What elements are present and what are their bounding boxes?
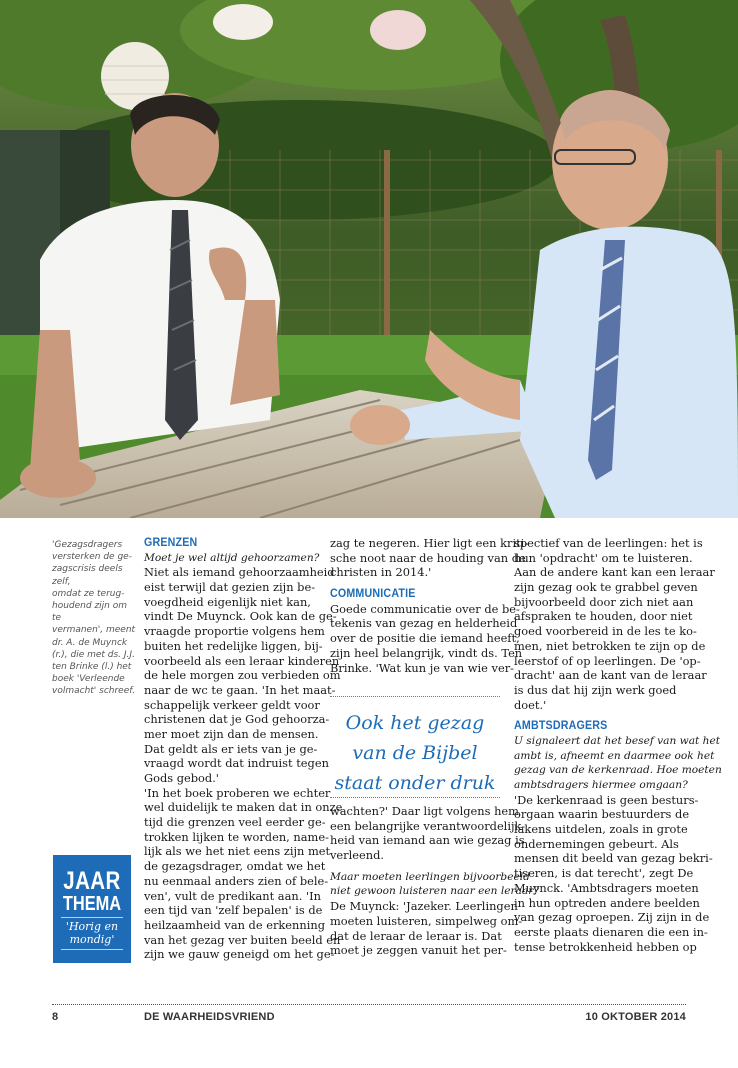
- section-heading: COMMUNICATIE: [330, 587, 416, 601]
- body-line: lijk als we het niet eens zijn met: [144, 844, 331, 859]
- body-line: tense betrokkenheid hebben op: [514, 939, 697, 954]
- magazine-name: DE WAARHEIDSVRIEND: [144, 1011, 275, 1023]
- body-line: de gezagsdrager, omdat we het: [144, 859, 326, 874]
- body-line: over de positie die iemand heeft,: [330, 631, 520, 646]
- interview-question: U signaleert dat het besef van wat het: [514, 734, 720, 747]
- interview-question: Moet je wel altijd gehoorzamen?: [144, 551, 320, 564]
- body-line: nu eenmaal anders zien of bele-: [144, 873, 329, 888]
- body-line: 'In het boek proberen we echter: [144, 785, 331, 800]
- body-line: christen in 2014.': [330, 565, 432, 580]
- body-line: dracht' aan de kant van de leraar: [514, 668, 707, 683]
- column-1: [144, 536, 343, 962]
- body-line: van het gezag ver buiten beeld en: [144, 932, 341, 947]
- body-line: moet je zeggen vanuit het per-: [330, 943, 507, 958]
- pull-quote: [330, 708, 500, 798]
- column-2-top: [330, 536, 529, 675]
- body-line: christenen dat je God gehoorza-: [144, 712, 330, 727]
- body-line: leerstof of op leerlingen. De 'op-: [514, 653, 701, 668]
- body-line: in hun optreden andere beelden: [514, 895, 700, 910]
- body-line: Niet als iemand gehoorzaamheid: [144, 565, 335, 580]
- body-line: hun 'opdracht' om te luisteren.: [514, 550, 693, 565]
- body-line: Muynck. 'Ambtsdragers moeten: [514, 880, 699, 895]
- pull-quote-line: Ook het gezag: [345, 712, 485, 734]
- body-line: afspraken te houden, door niet: [514, 609, 693, 624]
- body-line: lakens uitdelen, zoals in grote: [514, 822, 688, 837]
- quote-divider-top: [330, 696, 500, 697]
- body-line: Gods gebod.': [144, 771, 219, 785]
- body-line: ondernemingen gebeurt. Als: [514, 836, 679, 851]
- interview-question: gezag van de kerkenraad. Hoe moeten: [514, 764, 722, 777]
- body-line: buiten het redelijke liggen, bij-: [144, 638, 323, 653]
- body-line: eist terwijl dat gezien zijn be-: [144, 580, 316, 595]
- theme-subtitle-1: 'Horig en: [65, 920, 119, 933]
- caption-line: omdat ze terug-: [52, 588, 125, 599]
- caption-line: versterken de ge-: [52, 552, 132, 563]
- quote-divider-bottom: [330, 797, 500, 798]
- theme-line-2: THEMA: [62, 893, 122, 915]
- body-line: eerste plaats dienaren die een in-: [514, 924, 708, 939]
- body-line: schappelijk verkeer geldt voor: [144, 697, 320, 712]
- caption-line: vermanen', meent: [52, 625, 136, 636]
- body-line: Brinke. 'Wat kun je van wie ver-: [330, 660, 515, 675]
- body-line: tekenis van gezag en helderheid: [330, 616, 518, 631]
- body-line: verleend.: [330, 848, 384, 863]
- interview-question: niet gewoon luisteren naar een leraar?: [330, 885, 539, 898]
- footer-divider: [52, 1004, 686, 1005]
- body-line: tiseren, is dat terecht', zegt De: [514, 866, 694, 881]
- body-line: spectief van de leerlingen: het is: [514, 536, 703, 550]
- body-line: wachten?' Daar ligt volgens hem: [330, 804, 519, 818]
- interview-question: Maar moeten leerlingen bijvoorbeeld: [330, 870, 530, 883]
- body-line: ven', vult de predikant aan. 'In: [144, 888, 321, 903]
- body-line: voegdheid eigenlijk niet kan,: [144, 594, 311, 609]
- body-line: Aan de andere kant kan een leraar: [514, 565, 715, 580]
- section-heading: GRENZEN: [144, 536, 198, 549]
- caption-line: ten Brinke (l.) het: [52, 662, 132, 673]
- column-3: [514, 536, 722, 954]
- body-line: bijvoorbeeld door zich niet aan: [514, 594, 694, 609]
- body-line: van gezag oproepen. Zij zijn in de: [514, 910, 710, 925]
- pull-quote-line: van de Bijbel: [352, 742, 478, 764]
- body-line: voorbeeld als een leraar kinderen: [144, 653, 340, 668]
- body-line: sche noot naar de houding van de: [330, 550, 526, 565]
- caption-line: 'Gezagsdragers: [52, 540, 123, 550]
- body-line: de hele morgen zou verbieden om: [144, 668, 341, 683]
- column-2-bottom: [330, 804, 539, 958]
- body-line: 'De kerkenraad is geen besturs-: [514, 792, 699, 807]
- year-theme-badge: [53, 855, 131, 963]
- body-line: orgaan waarin bestuurders de: [514, 807, 690, 822]
- body-line: heilzaamheid van de erkenning: [144, 917, 325, 932]
- body-line: zijn heel belangrijk, vindt ds. Ten: [330, 645, 523, 660]
- body-line: trokken lijken te worden, name-: [144, 829, 329, 844]
- body-line: mer moet zijn dan de mensen.: [144, 726, 319, 741]
- body-line: een belangrijke verantwoordelijk-: [330, 818, 526, 833]
- caption-line: zagscrisis deels zelf,: [52, 564, 123, 587]
- theme-divider: [61, 949, 123, 950]
- caption-line: (r.), die met ds. J.J.: [52, 649, 135, 660]
- caption-line: dr. A. de Muynck: [52, 637, 128, 648]
- theme-line-1: JAAR: [63, 867, 121, 895]
- body-line: Goede communicatie over de be-: [330, 601, 520, 616]
- body-line: men, niet betrokken te zijn op de: [514, 638, 706, 653]
- body-line: zijn we gauw geneigd om het ge-: [144, 947, 335, 962]
- body-line: wel duidelijk te maken dat in onze: [144, 800, 343, 815]
- interview-photo: [0, 0, 738, 518]
- photo-caption: [52, 539, 136, 698]
- interview-question: ambt is, afneemt en daarmee ook het: [514, 749, 715, 762]
- theme-subtitle-2: mondig': [69, 933, 115, 946]
- body-line: naar de wc te gaan. 'In het maat-: [144, 682, 336, 697]
- body-line: Dat geldt als er iets van je ge-: [144, 741, 318, 756]
- body-line: doet.': [514, 697, 547, 712]
- theme-divider: [61, 917, 123, 918]
- body-line: zag te negeren. Hier ligt een kriti-: [330, 536, 529, 550]
- issue-date: 10 OKTOBER 2014: [585, 1011, 686, 1023]
- body-line: zijn gezag ook te grabbel geven: [514, 580, 698, 595]
- caption-line: volmacht' schreef.: [52, 686, 136, 697]
- caption-line: houdend zijn om te: [52, 601, 128, 624]
- photo-illustration: [0, 0, 738, 518]
- body-line: goed voorbereid in de les te ko-: [514, 624, 697, 639]
- body-line: moeten luisteren, simpelweg om-: [330, 913, 523, 928]
- section-heading: AMBTSDRAGERS: [514, 719, 608, 733]
- caption-line: boek 'Verleende: [52, 674, 125, 685]
- body-line: tijd die grenzen veel eerder ge-: [144, 815, 326, 830]
- body-line: mensen dit beeld van gezag bekri-: [514, 851, 713, 866]
- body-line: heid van iemand aan wie gezag is: [330, 833, 525, 848]
- body-line: dat de leraar de leraar is. Dat: [330, 928, 502, 943]
- body-line: een tijd van 'zelf bepalen' is de: [144, 903, 323, 918]
- body-line: is dus dat hij zijn werk goed: [514, 682, 677, 697]
- body-line: vraagd wordt dat indruist tegen: [144, 756, 329, 771]
- page-number: 8: [52, 1011, 59, 1023]
- pull-quote-line: staat onder druk: [334, 772, 496, 794]
- interview-question: ambtsdragers hiermee omgaan?: [514, 779, 688, 791]
- body-line: vraagde proportie volgens hem: [144, 624, 325, 639]
- body-line: De Muynck: 'Jazeker. Leerlingen: [330, 899, 518, 914]
- body-line: vindt De Muynck. Ook kan de ge-: [144, 609, 337, 624]
